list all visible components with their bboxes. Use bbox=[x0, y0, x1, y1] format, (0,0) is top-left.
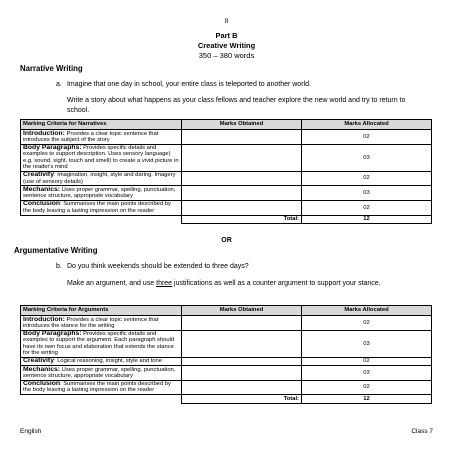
criteria-term: Conclusion bbox=[23, 200, 61, 208]
marks-allocated-cell: 02 bbox=[302, 316, 432, 331]
marks-allocated-cell: 02 bbox=[302, 380, 432, 395]
section-title: Creative Writing bbox=[197, 41, 256, 50]
footer-subject: English bbox=[20, 428, 42, 435]
marks-obtained-cell[interactable] bbox=[182, 186, 302, 201]
marks-obtained-cell[interactable] bbox=[182, 366, 302, 381]
criteria-cell bbox=[21, 144, 182, 171]
argumentative-instruction bbox=[67, 279, 433, 289]
table-row bbox=[21, 380, 432, 395]
table-row bbox=[21, 366, 432, 381]
criteria-term: Body Paragraphs: bbox=[23, 144, 82, 152]
column-header: Marks Allocated bbox=[302, 306, 432, 316]
narrative-criteria-table bbox=[20, 119, 432, 224]
table-row bbox=[21, 186, 432, 201]
criteria-term: Creativity bbox=[23, 171, 54, 179]
table-header-row bbox=[21, 306, 432, 316]
total-value: 12 bbox=[302, 215, 432, 223]
criteria-term: Introduction: bbox=[23, 315, 65, 323]
marks-allocated-cell: 03 bbox=[302, 366, 432, 381]
criteria-term: Creativity bbox=[23, 357, 54, 365]
instruction-emphasis: three bbox=[156, 280, 173, 287]
criteria-description: Provides specific details and examples to support the argument. Each paragraph should have its own focus and elaboration that extends the stance for the writing bbox=[23, 331, 175, 356]
table-row bbox=[21, 130, 432, 145]
table-row bbox=[21, 316, 432, 331]
criteria-term: Introduction: bbox=[23, 129, 65, 137]
total-row bbox=[21, 395, 432, 403]
marks-allocated-cell: 03 bbox=[302, 330, 432, 357]
page-number: 8 bbox=[224, 17, 229, 25]
marks-allocated-cell: 03 bbox=[302, 144, 432, 171]
total-value: 12 bbox=[302, 395, 432, 403]
total-row bbox=[21, 215, 432, 223]
criteria-term: Conclusion bbox=[23, 380, 61, 388]
table-row bbox=[21, 357, 432, 365]
marks-obtained-cell[interactable] bbox=[182, 144, 302, 171]
criteria-cell bbox=[21, 200, 182, 215]
criteria-term: Mechanics: bbox=[23, 365, 61, 373]
narrative-heading: Narrative Writing bbox=[20, 64, 83, 73]
question-text: Imagine that one day in school, your entire class is teleported to another world. bbox=[66, 81, 311, 88]
marks-obtained-cell[interactable] bbox=[182, 380, 302, 395]
total-label: Total: bbox=[182, 215, 302, 223]
table-row bbox=[21, 144, 432, 171]
criteria-description: : Summarises the main points described by the body leaving a lasting impression on the reader bbox=[23, 201, 171, 214]
criteria-description: Provides a clear topic sentence that introduces the stance for the writing bbox=[23, 316, 159, 329]
blank-cell bbox=[21, 395, 182, 403]
narrative-question bbox=[56, 80, 436, 89]
narrative-instruction: Write a story about what happens as your class fellows and teacher explore the new world and try to return to school. bbox=[67, 97, 406, 114]
marks-obtained-cell[interactable] bbox=[182, 171, 302, 186]
marks-obtained-cell[interactable] bbox=[182, 357, 302, 365]
marks-obtained-cell[interactable] bbox=[182, 200, 302, 215]
criteria-cell bbox=[21, 316, 182, 331]
criteria-cell bbox=[21, 186, 182, 201]
column-header: Marks Allocated bbox=[302, 120, 432, 130]
criteria-description: Provides a clear topic sentence that introduces the subject of the story bbox=[23, 130, 159, 143]
marks-obtained-cell[interactable] bbox=[182, 316, 302, 331]
marks-obtained-cell[interactable] bbox=[182, 130, 302, 145]
criteria-description: : Logical reasoning, insight, style and tone bbox=[53, 358, 162, 365]
marks-allocated-cell: 02 bbox=[302, 171, 432, 186]
criteria-cell bbox=[21, 380, 182, 395]
word-count: 350 – 380 words bbox=[198, 51, 255, 60]
criteria-description: : Summarises the main points described by the body leaving a lasting impression on the reader bbox=[23, 381, 171, 394]
instruction-text: Make an argument, and use bbox=[67, 280, 157, 287]
table-row bbox=[21, 330, 432, 357]
footer-class: Class 7 bbox=[411, 428, 433, 435]
question-text: Do you think weekends should be extended to three days? bbox=[66, 263, 249, 270]
marks-allocated-cell: 03 bbox=[302, 186, 432, 201]
marks-allocated-cell: 02 bbox=[302, 200, 432, 215]
column-header: Marks Obtained bbox=[182, 120, 302, 130]
criteria-cell bbox=[21, 130, 182, 145]
criteria-cell bbox=[21, 171, 182, 186]
table-header-row bbox=[21, 120, 432, 130]
table-row bbox=[21, 171, 432, 186]
part-heading: Part B bbox=[215, 31, 238, 40]
criteria-description: : Imagination, insight, style and daring. Imagery (use of sensory details) bbox=[23, 172, 176, 185]
question-label: b. bbox=[56, 263, 62, 270]
criteria-description: Uses proper grammar, spelling, punctuation, sentence structure, appropriate vocabulary bbox=[23, 186, 176, 200]
criteria-cell bbox=[21, 357, 182, 365]
criteria-cell bbox=[21, 366, 182, 381]
criteria-term: Body Paragraphs: bbox=[23, 330, 82, 338]
argumentative-heading: Argumentative Writing bbox=[14, 246, 98, 255]
instruction-text: justifications as well as a counter argument to support your stance. bbox=[172, 280, 381, 287]
total-label: Total: bbox=[182, 395, 302, 403]
criteria-cell bbox=[21, 330, 182, 357]
marks-allocated-cell: 02 bbox=[302, 357, 432, 365]
column-header: Marking Criteria for Arguments bbox=[21, 306, 182, 316]
or-separator: OR bbox=[221, 237, 232, 244]
blank-cell bbox=[21, 215, 182, 223]
criteria-description: Provides specific details and examples to support description. Uses sensory language) e.g. sound, sight, touch and smell) to create a vivid picture in the reader's mind bbox=[23, 145, 179, 170]
marks-allocated-cell: 02 bbox=[302, 130, 432, 145]
column-header: Marking Criteria for Narratives bbox=[21, 120, 182, 130]
argumentative-question bbox=[56, 262, 436, 271]
column-header: Marks Obtained bbox=[182, 306, 302, 316]
marks-obtained-cell[interactable] bbox=[182, 330, 302, 357]
table-row bbox=[21, 200, 432, 215]
question-label: a. bbox=[56, 81, 62, 88]
criteria-term: Mechanics: bbox=[23, 185, 61, 193]
argument-criteria-table bbox=[20, 305, 432, 404]
criteria-description: Uses proper grammar, spelling, punctuation, sentence structure, appropriate vocabulary bbox=[23, 366, 176, 379]
